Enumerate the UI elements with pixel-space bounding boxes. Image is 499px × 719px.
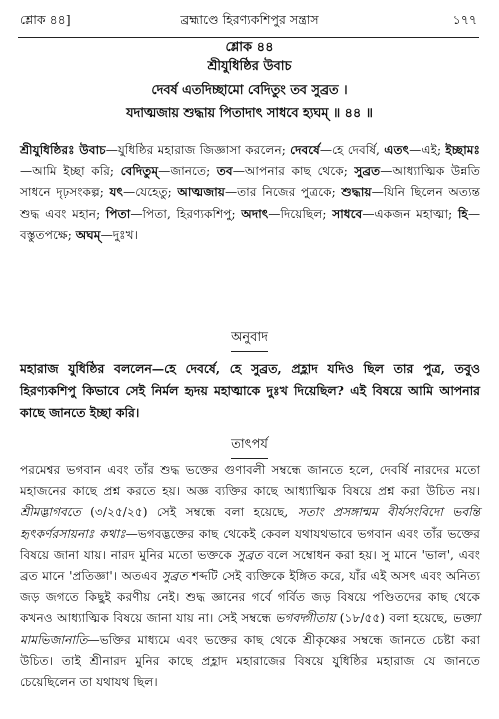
purport-heading-text: তাৎপর্য bbox=[231, 435, 268, 459]
synonym-meaning: —এই; bbox=[409, 143, 446, 157]
header-page-number: ১৭৭ bbox=[452, 12, 477, 27]
header-verse-ref: শ্লোক ৪৪] bbox=[20, 12, 71, 27]
translation-heading bbox=[0, 328, 499, 352]
scripture-reference: শ্রীমদ্ভাগবতে bbox=[20, 505, 81, 520]
synonym-word: আত্মজায় bbox=[177, 185, 225, 200]
synonym-meaning: —দিয়েছিল; bbox=[268, 206, 333, 221]
purport-heading bbox=[0, 435, 499, 459]
sanskrit-quote: সতাং প্রসঙ্গান্মম বীর্যসংবিদো ভবন্তি হৃৎকর্ণরসায়নাঃ কথাঃ bbox=[20, 505, 480, 541]
synonym-word: অদাৎ bbox=[241, 206, 269, 221]
synonym-meaning: —আমি ইচ্ছা করি; bbox=[20, 164, 121, 179]
sanskrit-term: সুব্রত bbox=[161, 569, 188, 584]
synonym-meaning: —তার নিজের পুত্রকে; bbox=[224, 185, 342, 200]
synonym-meaning: —আপনার কাছ থেকে; bbox=[232, 164, 355, 179]
synonym-meaning: —জানতে; bbox=[158, 164, 217, 179]
synonym-word: শুদ্ধায় bbox=[341, 185, 372, 200]
synonyms-paragraph bbox=[20, 140, 480, 246]
synonym-meaning: —যিনি ছিলেন অত্যন্ত শুদ্ধ এবং মহান; bbox=[20, 185, 481, 221]
synonym-meaning: —একজন মহাত্মা; bbox=[362, 206, 458, 221]
translation-heading-text: অনুবাদ bbox=[231, 328, 268, 352]
synonym-meaning: —দুঃখ। bbox=[100, 227, 139, 242]
sloka-line-2: যদাত্মজায় শুদ্ধায় পিতাদাৎ সাধবে হ্যঘম্ ॥ ৪৪ ॥ bbox=[126, 106, 373, 121]
header-chapter-title: ব্রহ্মাণ্ডে হিরণ্যকশিপুর সন্ত্রাস bbox=[180, 12, 319, 27]
synonym-word: অঘম্ bbox=[75, 227, 101, 242]
synonym-meaning: —বস্তুতপক্ষে; bbox=[20, 206, 481, 242]
synonym-word: শ্রীযুধিষ্ঠিরঃ উবাচ bbox=[20, 143, 106, 157]
synonym-meaning: —যুধিষ্ঠির মহারাজ জিজ্ঞাসা করলেন; bbox=[105, 143, 291, 157]
synonym-meaning: —আধ্যাত্মিক উন্নতি সাধনে দৃঢ়সংকল্প; bbox=[20, 164, 481, 200]
synonym-meaning: —হে দেবর্ষি, bbox=[319, 143, 385, 157]
synonym-meaning: —যেহেতু; bbox=[123, 185, 178, 200]
purport-text: —ভগবদ্ভক্তের কাছ থেকেই কেবল যথাযথভাবে ভগবান এবং তাঁর ভক্তের বিষয়ে জানা যায়। নারদ মুনির মতো ভক্তকে bbox=[20, 526, 480, 562]
purport-text: (৩/২৫/২৫) সেই সম্বন্ধে বলা হয়েছে, bbox=[80, 505, 298, 520]
purport-text: —ভক্তির মাধ্যমে এবং ভক্তের কাছ থেকে শ্রীকৃষ্ণের সম্বন্ধে জানতে চেষ্টা করা উচিত। তাই শ্রীনারদ মুনির কাছে প্রহ্লাদ মহারাজের বিষয়ে যুধিষ্ঠির মহারাজ যে জানতে চেয়েছিলেন তা যথাযথ ছিল। bbox=[20, 632, 480, 690]
synonym-word: ইচ্ছামঃ bbox=[445, 143, 481, 157]
verse-number: শ্লোক ৪৪ bbox=[225, 40, 274, 55]
purport-text: (১৮/৫৫) বলা হয়েছে, bbox=[335, 611, 452, 626]
synonym-word: হি bbox=[457, 206, 468, 221]
purport-paragraph bbox=[20, 460, 480, 693]
synonym-word: দেবর্ষে bbox=[290, 143, 320, 157]
translation-paragraph: মহারাজ যুধিষ্ঠির বললেন—হে দেবর্ষে, হে সুব্রত, প্রহ্লাদ যদিও ছিল তার পুত্র, তবুও হিরণ্যকশিপু কিভাবে সেই নির্মল হৃদয় মহাত্মাকে দুঃখ দিয়েছিল? এই বিষয়ে আমি আপনার কাছে জানতে ইচ্ছা করি। bbox=[20, 361, 480, 420]
synonym-word: তব bbox=[216, 164, 233, 179]
scripture-reference: ভগবদ্গীতায় bbox=[275, 611, 336, 626]
synonym-word: বেদিতুম্ bbox=[120, 164, 159, 179]
synonym-word: সুব্রত bbox=[354, 164, 381, 179]
synonym-word: পিতা bbox=[105, 206, 131, 221]
sanskrit-quote: ভক্ত্যা মামভিজানাতি bbox=[20, 611, 480, 647]
running-header bbox=[0, 9, 499, 33]
purport-text: বলে সম্বোধন করা হয়। সু মানে 'ভাল', এবং ব্রত মানে 'প্রতিজ্ঞা'। অতএব bbox=[20, 547, 481, 584]
sanskrit-term: সুব্রত bbox=[236, 547, 263, 562]
purport-text: শব্দটি সেই ব্যক্তিকে ইঙ্গিত করে, যাঁর এই অসৎ এবং অনিত্য জড় জগতে কিছুই করণীয় নেই। শুদ্ধ জ্ঞানের গর্বে গর্বিত জড় বিষয়ে পণ্ডিতদের কাছ থেকে কখনও আধ্যাত্মিক বিষয়ে জানা যায় না। সেই সম্বন্ধে bbox=[20, 569, 480, 626]
synonym-word: যৎ bbox=[109, 185, 124, 200]
purport-text: পরমেশ্বর ভগবান এবং তাঁর শুদ্ধ ভক্তের গুণাবলী সম্বন্ধে জানতে হলে, দেবর্ষি নারদের মতো মহাজনের কাছে প্রশ্ন করতে হয়। অজ্ঞ ব্যক্তির কাছে আধ্যাত্মিক বিষয়ে প্রশ্ন করা উচিত নয়। bbox=[20, 463, 480, 499]
synonym-word: এতৎ bbox=[384, 143, 410, 157]
sloka-line-1: দেবর্ষ এতদিচ্ছামো বেদিতুং তব সুব্রত । bbox=[151, 83, 348, 98]
synonym-word: সাধবে bbox=[332, 206, 363, 221]
verse-speaker: শ্রীযুধিষ্ঠির উবাচ bbox=[207, 59, 292, 74]
synonym-meaning: —পিতা, হিরণ্যকশিপু; bbox=[130, 206, 242, 221]
